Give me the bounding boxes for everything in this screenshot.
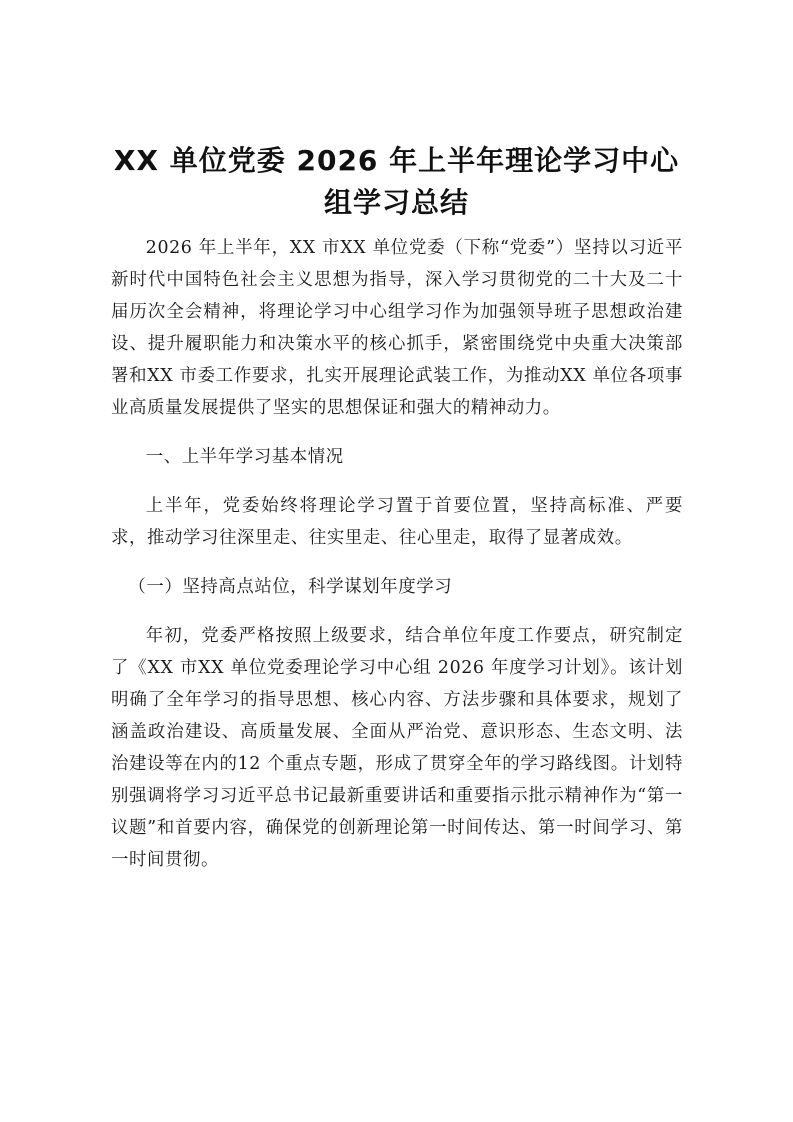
document-title: XX 单位党委 2026 年上半年理论学习中心组学习总结 — [113, 144, 680, 219]
intro-paragraph: 2026 年上半年，XX 市XX 单位党委（下称“党委”）坚持以习近平新时代中国特色社会主义思想为指导，深入学习贯彻党的二十大及二十届历次全会精神，将理论学习中心组学习作为加强领导班子思想政治建设、提升履职能力和决策水平的核心抓手，紧密围绕党中央重大决策部署和XX 市委工作要求，扎实开展理论武装工作，为推动XX 单位各项事业高质量发展提供了坚实的思想保证和强大的精神动力。 — [111, 238, 683, 418]
section-1-paragraph: 上半年，党委始终将理论学习置于首要位置，坚持高标准、严要求，推动学习往深里走、往实里走、往心里走，取得了显著成效。 — [111, 496, 683, 548]
document-body — [111, 232, 683, 893]
subsection-heading-1: （一）坚持高点站位，科学谋划年度学习 — [128, 577, 453, 597]
subsection-1-paragraph: 年初，党委严格按照上级要求，结合单位年度工作要点，研究制定了《XX 市XX 单位党委理论学习中心组 2026 年度学习计划》。该计划明确了全年学习的指导思想、核心内容、方法步骤和具体要求，规划了涵盖政治建设、高质量发展、全面从严治党、意识形态、生态文明、法治建设等在内的12 个重点专题，形成了贯穿全年的学习路线图。计划特别强调将学习习近平总书记最新重要讲话和重要指示批示精神作为“第一议题”和首要内容，确保党的创新理论第一时间传达、第一时间学习、第一时间贯彻。 — [111, 626, 683, 870]
section-heading-1: 一、上半年学习基本情况 — [145, 447, 344, 467]
